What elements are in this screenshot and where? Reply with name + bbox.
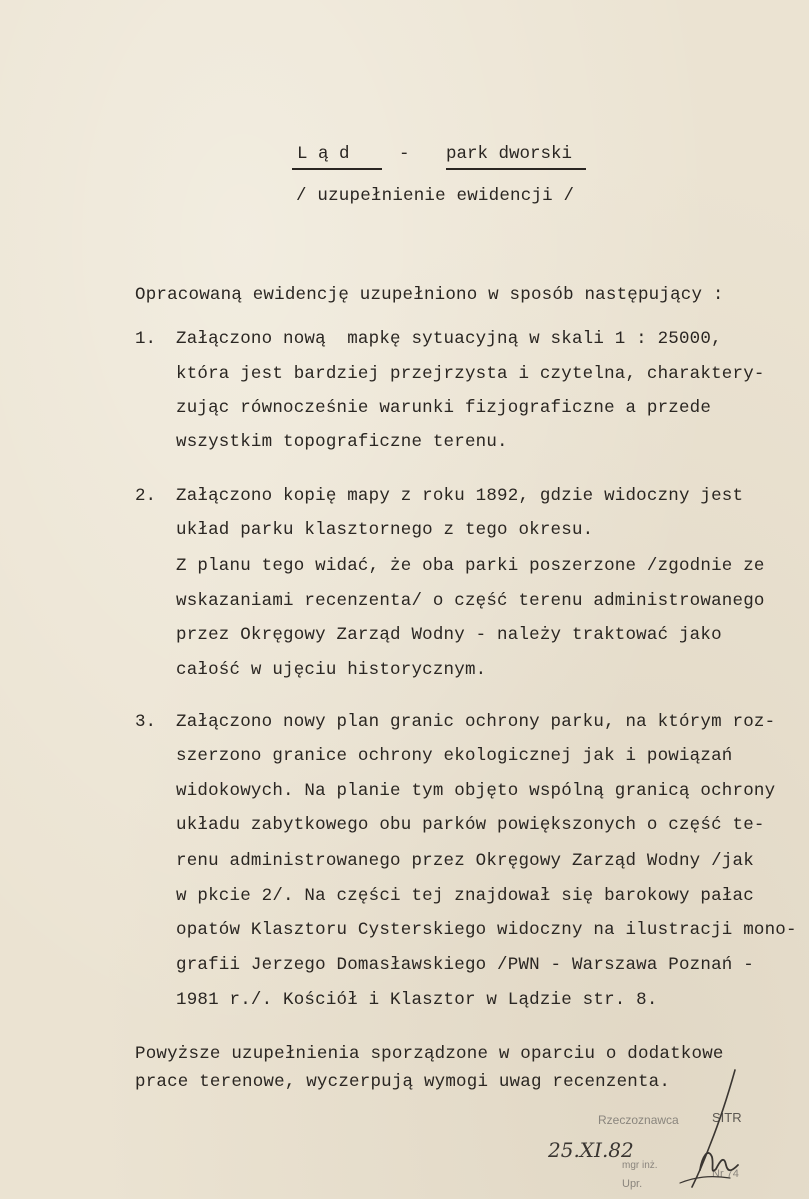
item-line: opatów Klasztoru Cysterskiego widoczny na ilustracji mono- (176, 920, 797, 940)
closing-line: prace terenowe, wyczerpują wymogi uwag recenzenta. (135, 1072, 671, 1092)
stamp-line-2: mgr inż. (622, 1160, 658, 1171)
subtitle: / uzupełnienie ewidencji / (296, 186, 575, 206)
title-subject: park dworski (446, 144, 573, 164)
item-line: układu zabytkowego obu parków powiększonych o część te- (176, 815, 765, 835)
item-number: 3. (135, 712, 157, 732)
item-line: Załączono nowy plan granic ochrony parku, na którym roz- (176, 712, 776, 732)
item-line: szerzono granice ochrony ekologicznej jak i powiązań (176, 746, 733, 766)
title-dash: - (399, 144, 410, 164)
handwritten-signature (640, 1065, 750, 1195)
title-subject-underline (446, 168, 586, 170)
handwritten-date: 25.XI.82 (548, 1138, 634, 1162)
stamp-line-3: Upr. (622, 1178, 643, 1190)
item-line: Załączono nową mapkę sytuacyjną w skali 1 : 25000, (176, 329, 722, 349)
stamp-number: Nr 74 (712, 1168, 739, 1180)
item-line: wszystkim topograficzne terenu. (176, 432, 508, 452)
item-line: układ parku klasztornego z tego okresu. (176, 520, 594, 540)
stamp-line-1a: Rzeczoznawca (598, 1113, 679, 1127)
title-place: L ą d (297, 144, 350, 164)
item-line: renu administrowanego przez Okręgowy Zarząd Wodny /jak (176, 851, 754, 871)
item-line: widokowych. Na planie tym objęto wspólną granicą ochrony (176, 781, 776, 801)
item-line: w pkcie 2/. Na części tej znajdował się barokowy pałac (176, 886, 754, 906)
item-line: Załączono kopię mapy z roku 1892, gdzie widoczny jest (176, 486, 744, 506)
stamp-line-1b: SITR (712, 1110, 742, 1125)
intro-line: Opracowaną ewidencję uzupełniono w sposób następujący : (135, 285, 724, 305)
item-line: przez Okręgowy Zarząd Wodny - należy traktować jako (176, 625, 722, 645)
closing-line: Powyższe uzupełnienia sporządzone w oparciu o dodatkowe (135, 1044, 724, 1064)
item-number: 1. (135, 329, 157, 349)
item-line: zując równocześnie warunki fizjograficzne a przede (176, 398, 712, 418)
item-line: całość w ujęciu historycznym. (176, 660, 487, 680)
title-place-underline (292, 168, 382, 170)
item-number: 2. (135, 486, 157, 506)
item-line: wskazaniami recenzenta/ o część terenu administrowanego (176, 591, 765, 611)
item-line: która jest bardziej przejrzysta i czytelna, charaktery- (176, 364, 765, 384)
item-line: Z planu tego widać, że oba parki poszerzone /zgodnie ze (176, 556, 765, 576)
item-line: 1981 r./. Kościół i Klasztor w Lądzie str. 8. (176, 990, 658, 1010)
item-line: grafii Jerzego Domasławskiego /PWN - Warszawa Poznań - (176, 955, 754, 975)
